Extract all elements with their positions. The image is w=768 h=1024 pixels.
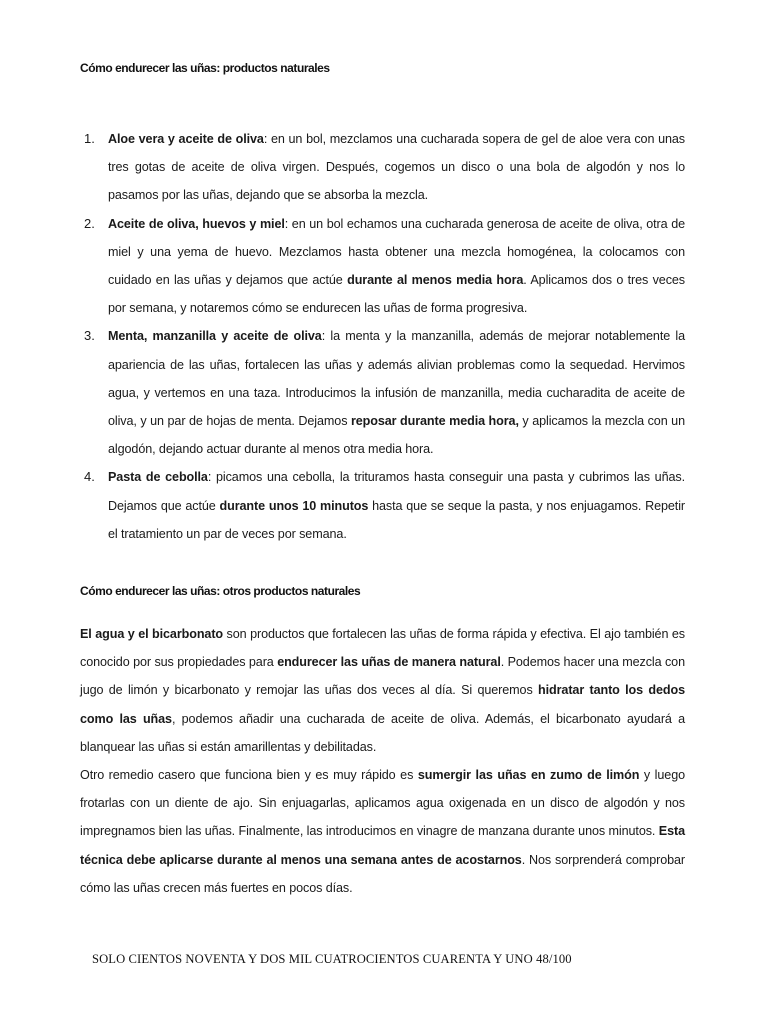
paragraph-text: Otro remedio casero que funciona bien y es muy rápido es bbox=[80, 768, 418, 783]
list-item-text bbox=[108, 463, 685, 548]
list-item bbox=[80, 210, 685, 323]
paragraph-text: . Podemos hacer una mezcla con jugo de limón y bicarbonato y remojar las uñas dos veces al día. Si queremos bbox=[80, 655, 685, 698]
emphasis-text: hidratar tanto los dedos como las uñas bbox=[80, 683, 685, 726]
list-item-text bbox=[108, 125, 685, 210]
section-heading-other-products: Cómo endurecer las uñas: otros productos naturales bbox=[80, 584, 361, 598]
list-item-number: 4. bbox=[84, 469, 95, 485]
remedy-name: Menta, manzanilla y aceite de oliva bbox=[108, 329, 322, 344]
list-item-number: 1. bbox=[84, 131, 95, 146]
paragraph bbox=[80, 761, 685, 902]
body-text bbox=[80, 620, 685, 902]
remedy-description: . Aplicamos dos o tres veces por semana, y notaremos cómo se endurecen las uñas de forma progresiva. bbox=[108, 273, 685, 316]
remedies-list bbox=[80, 125, 685, 548]
section-heading-natural-products: Cómo endurecer las uñas: productos naturales bbox=[80, 61, 330, 75]
remedy-description: : la menta y la manzanilla, además de mejorar notablemente la apariencia de las uñas, fortalecen las uñas y además alivian problemas como la sequedad. Hervimos agua, y vertemos en una taza. Introducimos la infusión de manzanilla, media cucharadita de aceite de oliva, y un par de hojas de menta. Dejamos bbox=[108, 329, 685, 429]
emphasis-text: Esta técnica debe aplicarse durante al menos una semana antes de acostarnos bbox=[80, 824, 685, 867]
emphasis-text: sumergir las uñas en zumo de limón bbox=[417, 768, 640, 783]
remedy-name: Aceite de oliva, huevos y miel bbox=[108, 216, 285, 231]
paragraph-text: , podemos añadir una cucharada de aceite de oliva. Además, el bicarbonato ayudará a blanquear las uñas si están amarillentas y debilitadas. bbox=[80, 711, 686, 754]
list-item bbox=[80, 322, 685, 463]
paragraph-text: . Nos sorprenderá comprobar cómo las uñas crecen más fuertes en pocos días. bbox=[80, 852, 685, 895]
paragraph-text: son productos que fortalecen las uñas de forma rápida y efectiva. El ajo también es conocido por sus propiedades para bbox=[80, 627, 686, 670]
emphasis-text: El agua y el bicarbonato bbox=[80, 627, 224, 641]
remedy-description: : picamos una cebolla, la trituramos hasta conseguir una pasta y cubrimos las uñas. Dejamos que actúe bbox=[108, 470, 685, 513]
list-item-number: 2. bbox=[84, 215, 95, 231]
remedy-description: : en un bol echamos una cucharada generosa de aceite de oliva, otra de miel y una yema de huevo. Mezclamos hasta obtener una mezcla homogénea, la colocamos con cuidado en las uñas y dejamos que actúe bbox=[108, 216, 686, 288]
emphasis-text: endurecer las uñas de manera natural bbox=[277, 655, 501, 670]
remedy-name: Pasta de cebolla bbox=[108, 470, 208, 485]
remedy-description: hasta que se seque la pasta, y nos enjuagamos. Repetir el tratamiento un par de veces por semana. bbox=[108, 498, 685, 541]
remedy-description: y aplicamos la mezcla con un algodón, dejando actuar durante al menos otra media hora. bbox=[108, 414, 685, 457]
remedy-name: Aloe vera y aceite de oliva bbox=[108, 132, 264, 146]
page-footer: SOLO CIENTOS NOVENTA Y DOS MIL CUATROCIENTOS CUARENTA Y UNO 48/100 bbox=[92, 952, 572, 966]
paragraph bbox=[80, 620, 685, 761]
remedy-description: : en un bol, mezclamos una cucharada sopera de gel de aloe vera con unas tres gotas de aceite de oliva virgen. Después, cogemos un disco o una bola de algodón y nos lo pasamos por las uñas, dejando que se absorba la mezcla. bbox=[108, 132, 685, 203]
list-item bbox=[80, 463, 685, 548]
list-item bbox=[80, 125, 685, 210]
emphasis-text: durante unos 10 minutos bbox=[219, 498, 369, 513]
list-item-number: 3. bbox=[84, 328, 95, 344]
emphasis-text: reposar durante media hora, bbox=[350, 414, 519, 429]
list-item-text bbox=[108, 210, 685, 323]
emphasis-text: durante al menos media hora bbox=[347, 273, 524, 288]
paragraph-text: y luego frotarlas con un diente de ajo. Sin enjuagarlas, aplicamos agua oxigenada en un disco de algodón y nos impregnamos bien las uñas. Finalmente, las introducimos en vinagre de manzana durante unos minutos. bbox=[80, 768, 685, 839]
list-item-text bbox=[108, 322, 685, 463]
